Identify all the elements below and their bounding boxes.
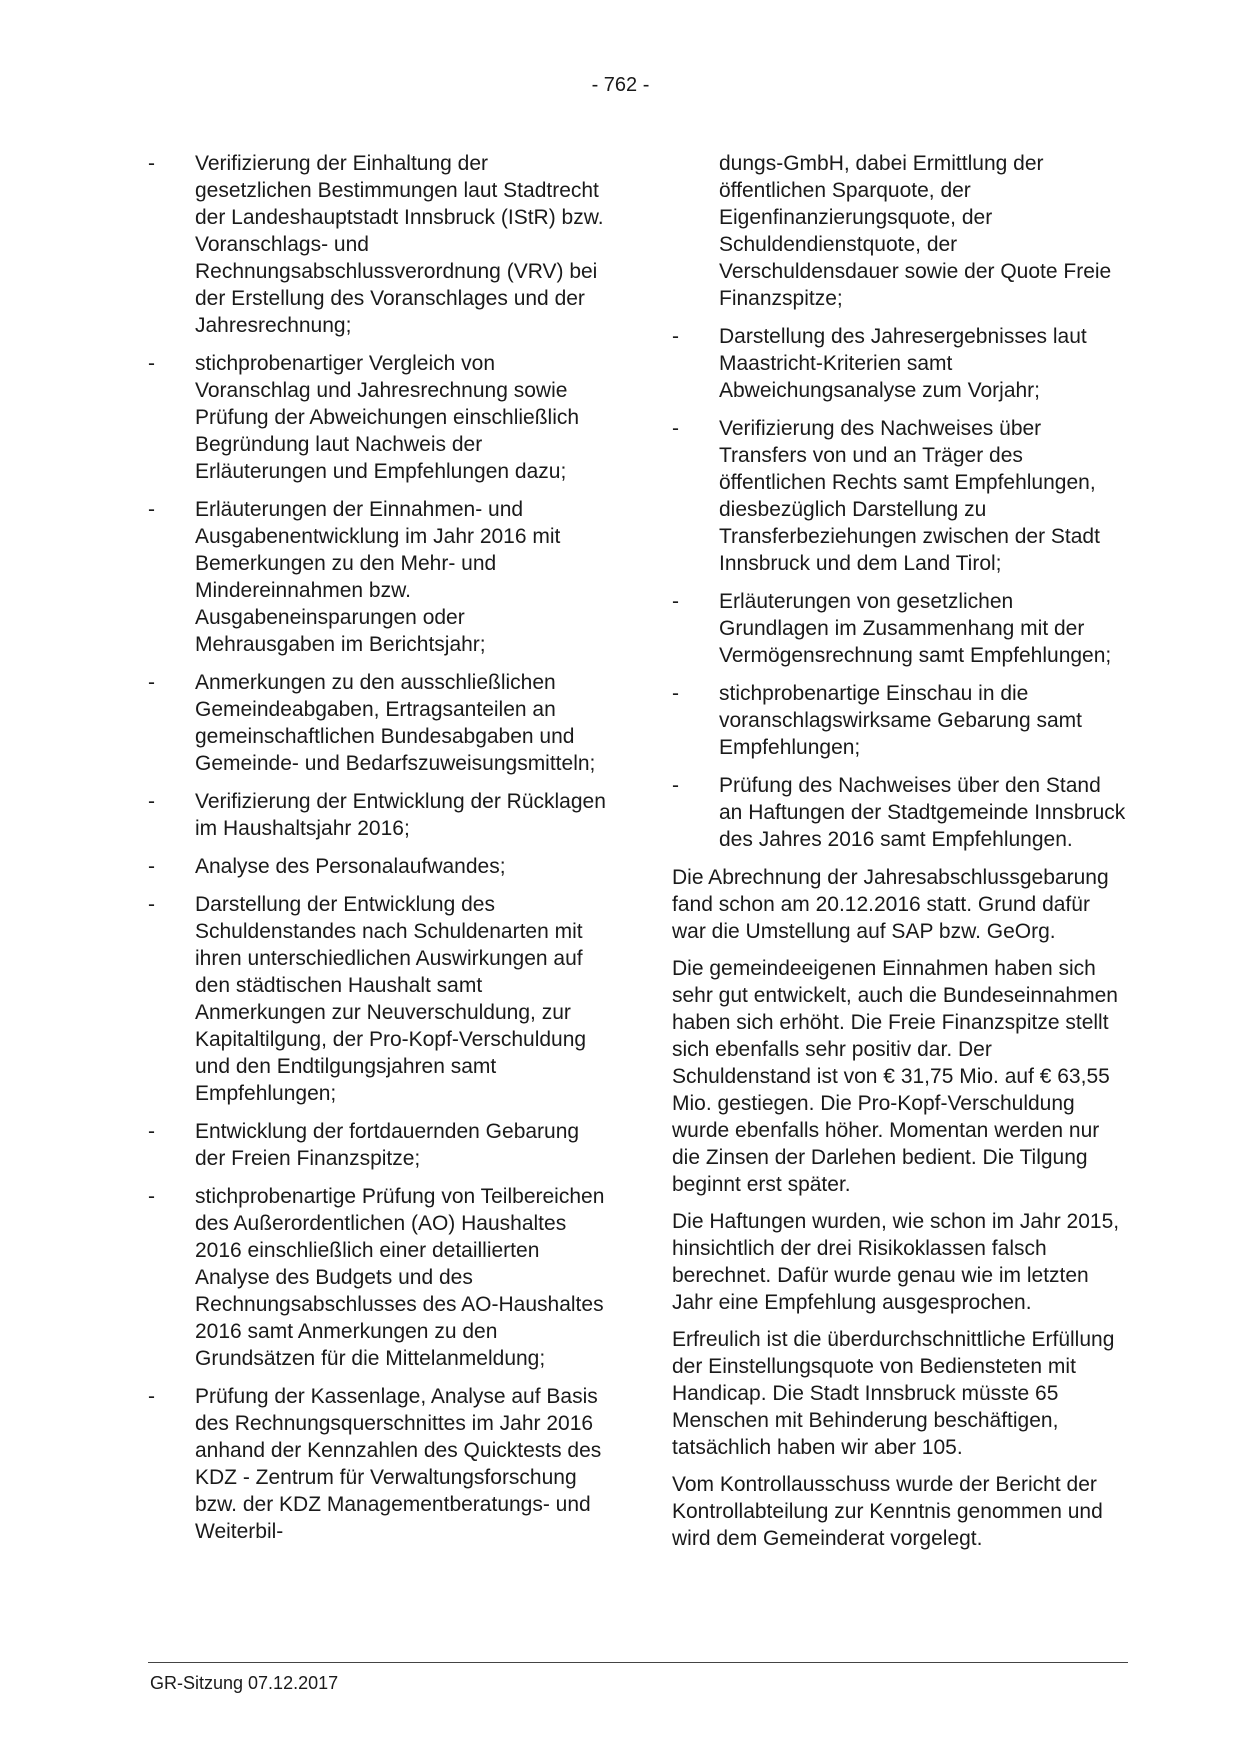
paragraph: Vom Kontrollausschuss wurde der Bericht der Kontrollabteilung zur Kenntnis genommen und wird dem Gemeinderat vorgelegt. — [672, 1473, 1103, 1550]
list-item — [148, 1118, 608, 1172]
list-item — [148, 669, 608, 777]
bullet-dash: - — [148, 352, 155, 375]
list-item-text: Analyse des Personalaufwandes; — [195, 855, 506, 878]
list-item — [672, 680, 1128, 761]
list-item-text: stichprobenartiger Vergleich von Voranschlag und Jahresrechnung sowie Prüfung der Abweichungen einschließlich Begründung laut Nachweis der Erläuterungen und Empfehlungen dazu; — [195, 352, 580, 483]
list-item — [672, 588, 1128, 669]
bullet-dash: - — [148, 1385, 155, 1408]
list-item-text: Verifizierung der Einhaltung der gesetzlichen Bestimmungen laut Stadtrecht der Landeshauptstadt Innsbruck (IStR) bzw. Voranschlags- und Rechnungsabschlussverordnung (VRV) bei der Erstellung des Voranschlages und der Jahresrechnung; — [195, 152, 604, 337]
right-bullet-list — [672, 323, 1128, 853]
footer-divider — [148, 1662, 1128, 1663]
list-item-text: Prüfung der Kassenlage, Analyse auf Basis des Rechnungsquerschnittes im Jahr 2016 anhand der Kennzahlen des Quicktests des KDZ - Zentrum für Verwaltungsforschung bzw. der KDZ Managementberatungs- und Weiterbil- — [195, 1385, 602, 1543]
list-item-text: stichprobenartige Prüfung von Teilbereichen des Außerordentlichen (AO) Haushaltes 2016 einschließlich einer detaillierten Analyse des Budgets und des Rechnungsabschlusses des AO-Haushaltes 2016 samt Anmerkungen zu den Grundsätzen für die Mittelanmeldung; — [195, 1185, 605, 1370]
bullet-dash: - — [672, 325, 679, 348]
list-item — [148, 150, 608, 339]
list-item-text: Erläuterungen der Einnahmen- und Ausgabenentwicklung im Jahr 2016 mit Bemerkungen zu den Mehr- und Mindereinnahmen bzw. Ausgabeneinsparungen oder Mehrausgaben im Berichtsjahr; — [195, 498, 561, 656]
list-item-continuation: dungs-GmbH, dabei Ermittlung der öffentlichen Sparquote, der Eigenfinanzierungsquote, der Schuldendienstquote, der Verschuldensdauer sowie der Quote Freie Finanzspitze; — [719, 152, 1112, 310]
list-item — [148, 853, 608, 880]
left-column — [148, 150, 608, 1556]
list-item — [148, 1383, 608, 1545]
bullet-dash: - — [672, 417, 679, 440]
list-item — [148, 1183, 608, 1372]
bullet-dash: - — [672, 774, 679, 797]
list-item — [672, 415, 1128, 577]
footer-text: GR-Sitzung 07.12.2017 — [150, 1673, 339, 1693]
list-item-text: Entwicklung der fortdauernden Gebarung der Freien Finanzspitze; — [195, 1120, 580, 1170]
list-item-text: Prüfung des Nachweises über den Stand an Haftungen der Stadtgemeinde Innsbruck des Jahres 2016 samt Empfehlungen. — [719, 774, 1126, 851]
paragraph: Die Abrechnung der Jahresabschlussgebarung fand schon am 20.12.2016 statt. Grund dafür war die Umstellung auf SAP bzw. GeOrg. — [672, 866, 1109, 943]
list-item-text: Verifizierung des Nachweises über Transfers von und an Träger des öffentlichen Rechts samt Empfehlungen, diesbezüglich Darstellung zu Transferbeziehungen zwischen der Stadt Innsbruck und dem Land Tirol; — [719, 417, 1100, 575]
right-column — [672, 150, 1128, 1562]
list-item — [148, 350, 608, 485]
list-item-text: Erläuterungen von gesetzlichen Grundlagen im Zusammenhang mit der Vermögensrechnung samt Empfehlungen; — [719, 590, 1112, 667]
list-item — [672, 772, 1128, 853]
bullet-dash: - — [672, 590, 679, 613]
bullet-dash: - — [148, 671, 155, 694]
bullet-dash: - — [148, 1120, 155, 1143]
list-item-text: Anmerkungen zu den ausschließlichen Gemeindeabgaben, Ertragsanteilen an gemeinschaftlichen Bundesabgaben und Gemeinde- und Bedarfszuweisungsmitteln; — [195, 671, 596, 775]
list-item — [672, 323, 1128, 404]
left-bullet-list — [148, 150, 608, 1545]
list-item-text: Darstellung der Entwicklung des Schuldenstandes nach Schuldenarten mit ihren unterschiedlichen Auswirkungen auf den städtischen Haushalt samt Anmerkungen zur Neuverschuldung, zur Kapitaltilgung, der Pro-Kopf-Verschuldung und den Endtilgungsjahren samt Empfehlungen; — [195, 893, 587, 1105]
paragraph: Die Haftungen wurden, wie schon im Jahr 2015, hinsichtlich der drei Risikoklassen falsch berechnet. Dafür wurde genau wie im letzten Jahr eine Empfehlung ausgesprochen. — [672, 1210, 1120, 1314]
bullet-dash: - — [148, 855, 155, 878]
bullet-dash: - — [148, 152, 155, 175]
bullet-dash: - — [148, 1185, 155, 1208]
bullet-dash: - — [672, 682, 679, 705]
bullet-dash: - — [148, 498, 155, 521]
list-item-text: Verifizierung der Entwicklung der Rücklagen im Haushaltsjahr 2016; — [195, 790, 606, 840]
list-item-text: stichprobenartige Einschau in die voranschlagswirksame Gebarung samt Empfehlungen; — [719, 682, 1082, 759]
bullet-dash: - — [148, 893, 155, 916]
bullet-dash: - — [148, 790, 155, 813]
list-item — [148, 891, 608, 1107]
list-item-text: Darstellung des Jahresergebnisses laut Maastricht-Kriterien samt Abweichungsanalyse zum Vorjahr; — [719, 325, 1087, 402]
paragraph: Erfreulich ist die überdurchschnittliche Erfüllung der Einstellungsquote von Bediensteten mit Handicap. Die Stadt Innsbruck müsste 65 Menschen mit Behinderung beschäftigen, tatsächlich haben wir aber 105. — [672, 1328, 1115, 1459]
list-item — [148, 496, 608, 658]
page-number: - 762 - — [591, 74, 650, 96]
paragraph: Die gemeindeeigenen Einnahmen haben sich sehr gut entwickelt, auch die Bundeseinnahmen haben sich erhöht. Die Freie Finanzspitze stellt sich ebenfalls sehr positiv dar. Der Schuldenstand ist von € 31,75 Mio. auf € 63,55 Mio. gestiegen. Die Pro-Kopf-Verschuldung wurde ebenfalls höher. Momentan werden nur die Zinsen der Darlehen bedient. Die Tilgung beginnt erst später. — [672, 957, 1118, 1196]
list-item — [148, 788, 608, 842]
